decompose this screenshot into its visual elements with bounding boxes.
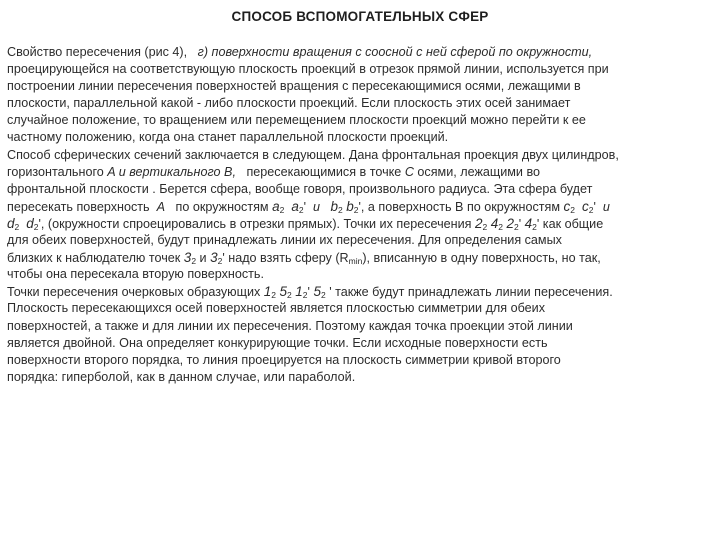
text-line: является двойной. Она определяет конкурирующие точки. Если исходные поверхности есть — [7, 335, 548, 350]
text-line: пересекать поверхность A по окружностям $a_2$ $a_2'$ и $b_2$ $b_2'$, а поверхность B по окружностям $c_2$ $c_2'$ и — [7, 198, 610, 215]
text-line: горизонтального A и вертикального B, пересекающимися в точке C осями, лежащими во — [7, 164, 541, 179]
text-line: плоскости, параллельной какой - либо плоскости проекций. Если плоскость этих осей занимает — [7, 96, 571, 111]
text-line: близких к наблюдателю точек $3_2$ и $3_2'$ надо взять сферу $(R_{min})$, вписанную в одну поверхность, но так, — [7, 250, 601, 267]
text-line: Свойство пересечения (рис 4), г) поверхности вращения с соосной с ней сферой по окружности, — [7, 45, 593, 59]
text-line: порядка: гиперболой, как в данном случае, или параболой. — [7, 369, 356, 384]
text-line: проецирующейся на соответствующую плоскость проекций в отрезок прямой линии, используется при — [7, 62, 609, 77]
document-title: СПОСОБ ВСПОМОГАТЕЛЬНЫХ СФЕР — [231, 9, 489, 24]
text-line: фронтальной плоскости . Берется сфера, вообще говоря, произвольного радиуса. Эта сфера будет — [7, 181, 593, 196]
text-line: поверхности второго порядка, то линия проецируется на плоскость симметрии кривой второго — [7, 352, 561, 367]
text-line: $d_2$ $d_2'$, (окружности спроецировались в отрезки прямых). Точки их пересечения $2_2$ $4_2$ $2_2'$ $4_2'$ как общие — [7, 215, 604, 232]
text-line: поверхностей, а также и для линии их пересечения. Поэтому каждая точка проекции этой линии — [7, 318, 573, 333]
text-line: частному положению, когда она станет параллельной плоскости проекций. — [7, 130, 449, 145]
text-line: Способ сферических сечений заключается в следующем. Дана фронтальная проекция двух цилиндров, — [7, 147, 619, 162]
text-line: построении линии пересечения поверхностей вращения с пересекающимися осями, лежащими в — [7, 79, 581, 94]
text-line: для обеих поверхностей, будут принадлежать линии их пересечения. Для определения самых — [7, 233, 562, 248]
text-line: Точки пересечения очерковых образующих $1_2$ $5_2$ $1_2'$ $5_2$ ' также будут принадлежать линии пересечения. — [7, 284, 613, 301]
text-line: Плоскость пересекающихся осей поверхностей является плоскостью симметрии для обеих — [7, 301, 546, 316]
text-line: чтобы она пересекала вторую поверхность. — [7, 267, 264, 282]
text-line: случайное положение, то вращением или перемещением плоскости проекций можно перейти к ее — [7, 113, 586, 128]
document-body — [7, 44, 715, 386]
